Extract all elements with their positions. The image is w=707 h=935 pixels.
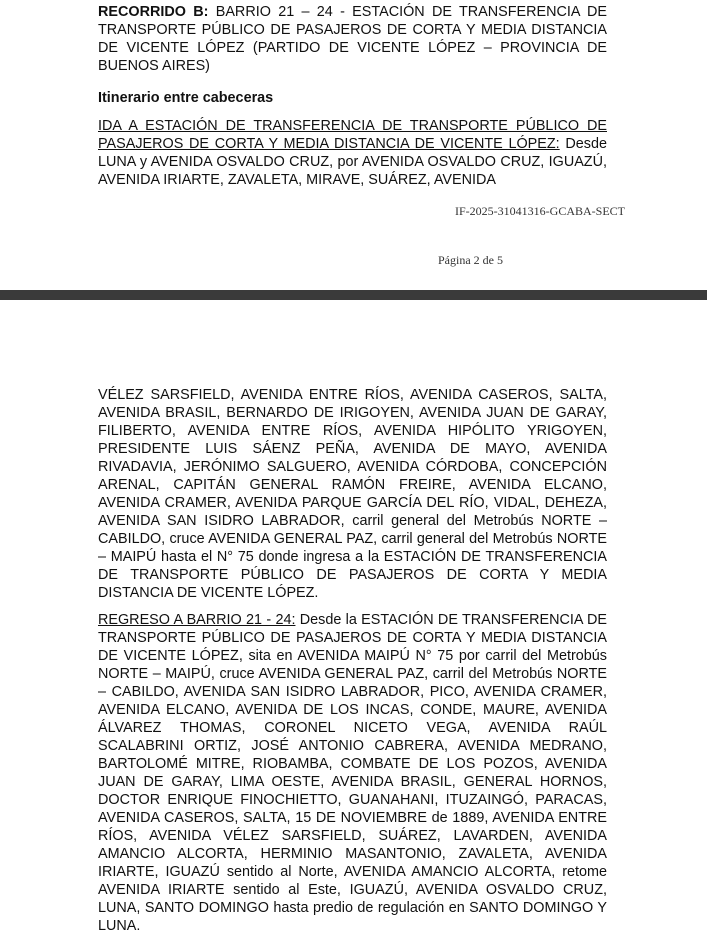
ida-label: IDA A ESTACIÓN DE TRANSFERENCIA DE TRANSPORTE PÚBLICO DE PASAJEROS DE CORTA Y MEDIA DISTANCIA DE VICENTE LÓPEZ: bbox=[98, 118, 607, 152]
ida-text: Desde LUNA y AVENIDA OSVALDO CRUZ, por AVENIDA OSVALDO CRUZ, IGUAZÚ, AVENIDA IRIARTE, ZAVALETA, MIRAVE, SUÁREZ, AVENIDA bbox=[98, 136, 607, 188]
page-divider bbox=[0, 290, 707, 300]
document-page-2 bbox=[0, 0, 707, 290]
recorrido-paragraph bbox=[98, 3, 607, 75]
document-id: IF-2025-31041316-GCABA-SECT bbox=[455, 204, 625, 218]
recorrido-label: RECORRIDO B: bbox=[98, 4, 209, 20]
continuation-paragraph: VÉLEZ SARSFIELD, AVENIDA ENTRE RÍOS, AVENIDA CASEROS, SALTA, AVENIDA BRASIL, BERNARDO DE IRIGOYEN, AVENIDA JUAN DE GARAY, FILIBERTO, AVENIDA ENTRE RÍOS, AVENIDA HIPÓLITO YRIGOYEN, PRESIDENTE LUIS SÁENZ PEÑA, AVENIDA DE MAYO, AVENIDA RIVADAVIA, JERÓNIMO SALGUERO, AVENIDA CÓRDOBA, CONCEPCIÓN ARENAL, CAPITÁN GENERAL RAMÓN FREIRE, AVENIDA ELCANO, AVENIDA CRAMER, AVENIDA PARQUE GARCÍA DEL RÍO, VIDAL, DEHEZA, AVENIDA SAN ISIDRO LABRADOR, carril general del Metrobús NORTE – CABILDO, cruce AVENIDA GENERAL PAZ, carril general del Metrobús NORTE – MAIPÚ hasta el N° 75 donde ingresa a la ESTACIÓN DE TRANSFERENCIA DE TRANSPORTE PÚBLICO DE PASAJEROS DE CORTA Y MEDIA DISTANCIA DE VICENTE LÓPEZ. bbox=[98, 387, 607, 601]
regreso-text: Desde la ESTACIÓN DE TRANSFERENCIA DE TRANSPORTE PÚBLICO DE PASAJEROS DE CORTA Y MEDIA DISTANCIA DE VICENTE LÓPEZ, sita en AVENIDA MAIPÚ N° 75 por carril del Metrobús NORTE – MAIPÚ, cruce AVENIDA GENERAL PAZ, carril del Metrobús NORTE – CABILDO, AVENIDA SAN ISIDRO LABRADOR, PICO, AVENIDA CRAMER, AVENIDA ELCANO, AVENIDA DE LOS INCAS, CONDE, MAURE, AVENIDA ÁLVAREZ THOMAS, CORONEL NICETO VEGA, AVENIDA RAÚL SCALABRINI ORTIZ, JOSÉ ANTONIO CABRERA, AVENIDA MEDRANO, BARTOLOMÉ MITRE, RIOBAMBA, COMBATE DE LOS POZOS, AVENIDA JUAN DE GARAY, LIMA OESTE, AVENIDA BRASIL, GENERAL HORNOS, DOCTOR ENRIQUE FINOCHIETTO, GUANAHANI, ITUZAINGÓ, PARACAS, AVENIDA CASEROS, SALTA, 15 DE NOVIEMBRE de 1889, AVENIDA ENTRE RÍOS, AVENIDA VÉLEZ SARSFIELD, SUÁREZ, LAVARDEN, AVENIDA AMANCIO ALCORTA, HERMINIO MASANTONIO, ZAVALETA, AVENIDA IRIARTE, IGUAZÚ sentido al Norte, AVENIDA AMANCIO ALCORTA, retome AVENIDA IRIARTE sentido al Este, IGUAZÚ, AVENIDA OSVALDO CRUZ, LUNA, SANTO DOMINGO hasta predio de regulación en SANTO DOMINGO Y LUNA. bbox=[98, 612, 607, 934]
regreso-label: REGRESO A BARRIO 21 - 24: bbox=[98, 612, 296, 628]
regreso-paragraph bbox=[98, 611, 607, 935]
page-number: Página 2 de 5 bbox=[438, 253, 503, 267]
itinerario-heading: Itinerario entre cabeceras bbox=[98, 90, 274, 106]
ida-paragraph bbox=[98, 117, 607, 189]
recorrido-text: BARRIO 21 – 24 - ESTACIÓN DE TRANSFERENCIA DE TRANSPORTE PÚBLICO DE PASAJEROS DE CORTA Y MEDIA DISTANCIA DE VICENTE LÓPEZ (PARTIDO DE VICENTE LÓPEZ – PROVINCIA DE BUENOS AIRES) bbox=[98, 4, 608, 74]
